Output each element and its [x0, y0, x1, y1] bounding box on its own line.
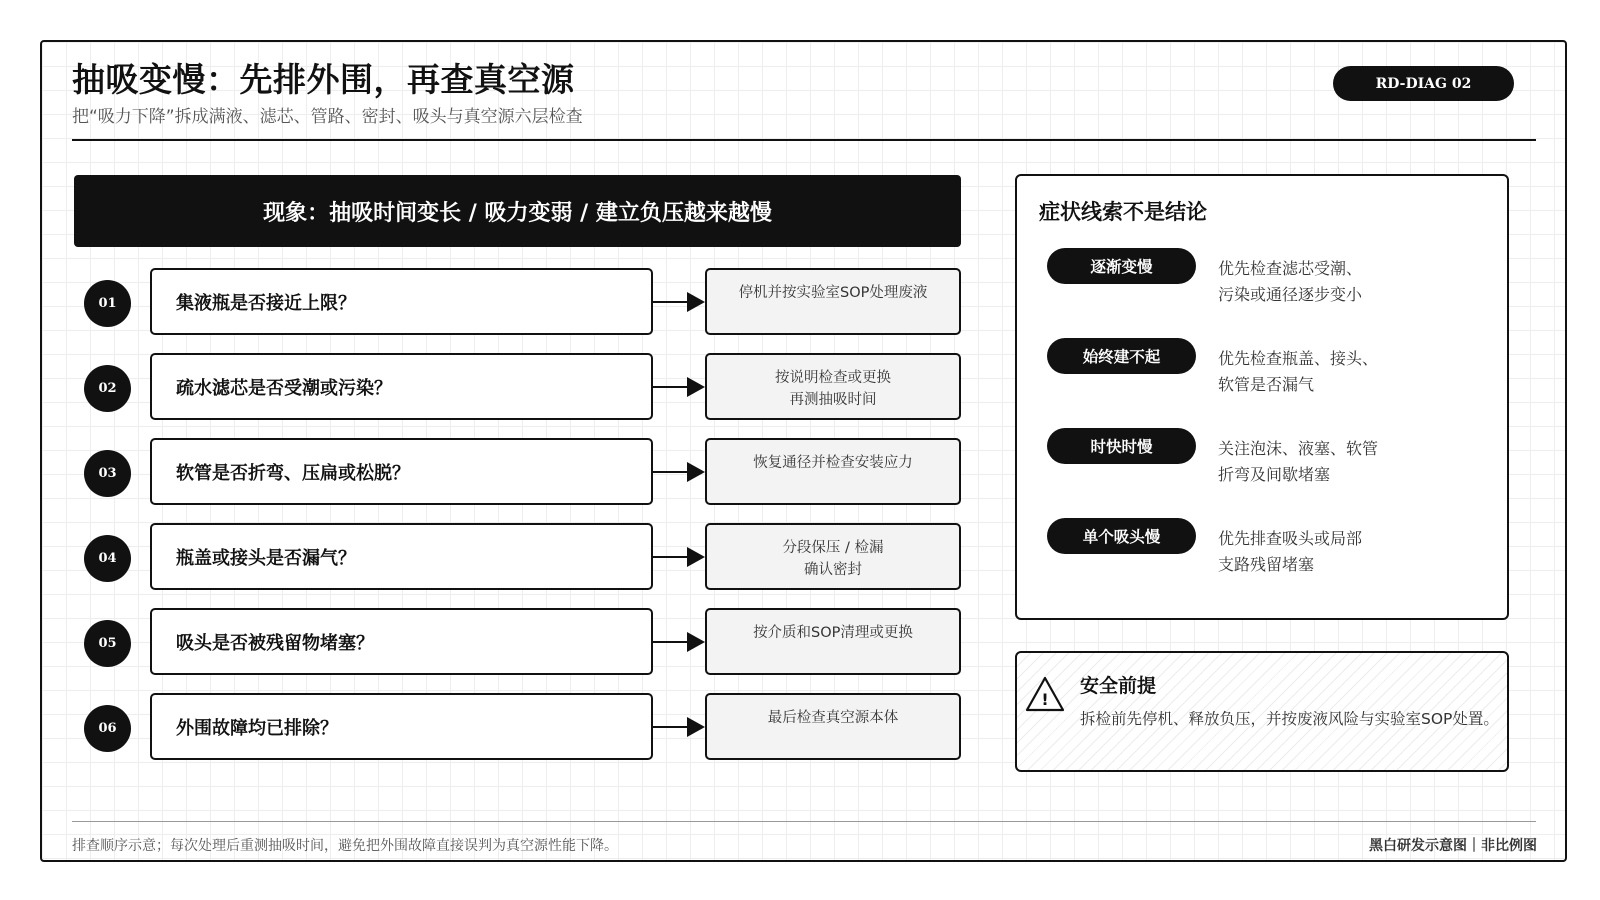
symptom-description-line: 优先检查瓶盖、接头、 [1218, 349, 1379, 368]
step-action-line: 恢复通径并检查安装应力 [753, 455, 913, 471]
step-action-line: 按说明检查或更换 [775, 370, 891, 386]
step-arrow-icon [653, 631, 707, 653]
symptom-description-line: 污染或通径逐步变小 [1218, 285, 1363, 304]
step-number-badge: 04 [84, 535, 131, 582]
symptom-pill: 时快时慢 [1047, 428, 1196, 464]
step-action-line: 再测抽吸时间 [789, 392, 877, 408]
step-action-line: 分段保压 / 检漏 [782, 540, 884, 556]
step-action-line: 确认密封 [804, 562, 862, 578]
safety-title: 安全前提 [1080, 675, 1157, 697]
page-title: 抽吸变慢：先排外围，再查真空源 [72, 60, 575, 99]
warning-glyph: ! [1041, 690, 1049, 709]
symptom-description-line: 优先检查滤芯受潮、 [1218, 259, 1363, 278]
page-subtitle: 把“吸力下降”拆成满液、滤芯、管路、密封、吸头与真空源六层检查 [72, 107, 583, 127]
symptom-row [1047, 428, 1497, 488]
symptom-pill: 单个吸头慢 [1047, 518, 1196, 554]
step-action-line: 最后检查真空源本体 [767, 710, 899, 726]
step-action-line: 按介质和SOP清理或更换 [753, 625, 913, 641]
safety-text: 拆检前先停机、释放负压，并按废液风险与实验室SOP处置。 [1080, 710, 1499, 728]
symptom-row [1047, 518, 1497, 578]
step-question-box: 吸头是否被残留物堵塞？ [150, 608, 653, 675]
step-question-box: 疏水滤芯是否受潮或污染？ [150, 353, 653, 420]
symptom-pill: 始终建不起 [1047, 338, 1196, 374]
diagram-id-badge: RD-DIAG 02 [1333, 66, 1514, 101]
step-arrow-icon [653, 546, 707, 568]
symptom-description [1218, 526, 1362, 578]
step-question-box: 软管是否折弯、压扁或松脱？ [150, 438, 653, 505]
step-question-box: 集液瓶是否接近上限？ [150, 268, 653, 335]
symptom-description-line: 折弯及间歇堵塞 [1218, 465, 1331, 484]
step-number-badge: 02 [84, 365, 131, 412]
step-number-badge: 05 [84, 620, 131, 667]
phenomenon-banner: 现象：抽吸时间变长 / 吸力变弱 / 建立负压越来越慢 [74, 175, 961, 247]
symptom-card-title: 症状线索不是结论 [1039, 200, 1207, 224]
step-action-box [705, 523, 961, 590]
symptom-clues-card [1015, 174, 1509, 620]
warning-triangle-icon [1024, 675, 1066, 713]
step-action-box [705, 693, 961, 760]
symptom-description-line: 关注泡沫、液塞、软管 [1218, 439, 1379, 458]
footer-note: 排查顺序示意；每次处理后重测抽吸时间，避免把外围故障直接误判为真空源性能下降。 [72, 838, 618, 854]
step-action-box [705, 268, 961, 335]
step-action-box [705, 608, 961, 675]
symptom-row [1047, 338, 1497, 398]
footer-credit: 黑白研发示意图｜非比例图 [1369, 838, 1537, 854]
safety-note-card [1015, 651, 1509, 772]
step-question-box: 外围故障均已排除？ [150, 693, 653, 760]
step-action-line: 停机并按实验室SOP处理废液 [738, 285, 928, 301]
step-number-badge: 03 [84, 450, 131, 497]
symptom-description-line: 软管是否漏气 [1218, 375, 1315, 394]
step-arrow-icon [653, 461, 707, 483]
symptom-description [1218, 346, 1378, 398]
symptom-description [1218, 256, 1362, 308]
step-action-box [705, 353, 961, 420]
header-divider [72, 139, 1536, 141]
step-action-box [705, 438, 961, 505]
step-arrow-icon [653, 291, 707, 313]
symptom-pill: 逐渐变慢 [1047, 248, 1196, 284]
step-arrow-icon [653, 716, 707, 738]
step-question-box: 瓶盖或接头是否漏气？ [150, 523, 653, 590]
symptom-row [1047, 248, 1497, 308]
footer-divider [72, 821, 1536, 822]
step-number-badge: 01 [84, 280, 131, 327]
step-number-badge: 06 [84, 705, 131, 752]
symptom-description-line: 支路残留堵塞 [1218, 555, 1315, 574]
symptom-description [1218, 436, 1378, 488]
step-arrow-icon [653, 376, 707, 398]
symptom-description-line: 优先排查吸头或局部 [1218, 529, 1363, 548]
